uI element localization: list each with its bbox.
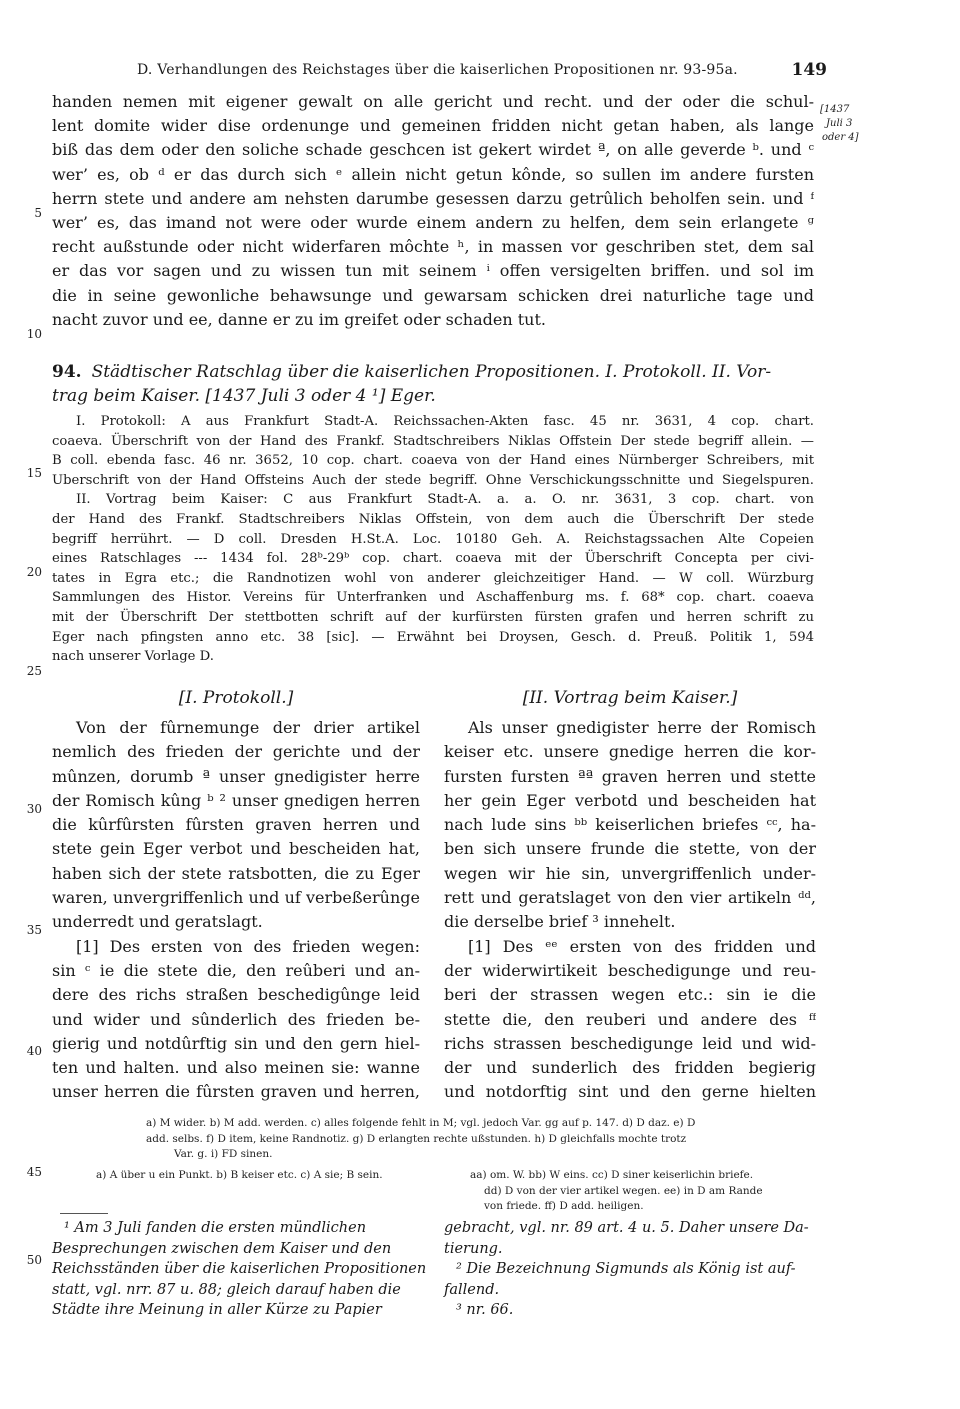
left-column-heading: [I. Protokoll.] <box>178 688 294 708</box>
column-line: der Romisch kûng ᵇ ² unser gnedigen herren <box>52 790 420 810</box>
source-apparatus <box>52 412 814 667</box>
footnote-line: Städte ihre Meinung in aller Kürze zu Papier <box>52 1302 382 1318</box>
variants-top <box>146 1116 816 1163</box>
footnote-line: tierung. <box>444 1240 503 1257</box>
footnotes-right <box>444 1218 816 1321</box>
text-line: biß das dem oder den soliche schade geschcen ist gekert wirdet ª, on alle geverde ᵇ. und ᶜ <box>52 140 814 160</box>
column-line: sin ᶜ ie die stete die, den reûberi und an- <box>52 960 420 980</box>
margin-note-line: Juli 3 <box>826 118 853 129</box>
apparatus-line: mit der Überschrift Der stettbotten schrift auf der kurfürsten fürsten grafen und herren schrift zu <box>52 609 814 625</box>
column-line: underredt und geratslagt. <box>52 912 263 932</box>
column-line: ten und halten. und also meinen sie: wanne <box>52 1058 420 1078</box>
column-line: und wider und sûnderlich des frieden be- <box>52 1009 420 1029</box>
column-line: richs strassen beschedigunge leid und wid- <box>444 1033 816 1053</box>
column-line: die kûrfûrsten fûrsten graven herren und <box>52 815 420 835</box>
apparatus-line: B coll. ebenda fasc. 46 nr. 3652, 10 cop. chart. coaeva von der Hand eines Nürnberger Schreibers, mit <box>52 453 814 469</box>
apparatus-line: der Hand des Frankf. Stadtschreibers Niklas Offstein, von dem auch die Überschrift Der stede <box>52 511 814 527</box>
column-line: ben sich unsere frunde die stette, von der <box>444 839 816 859</box>
variant-line: add. selbs. f) D item, keine Randnotiz. g) D erlangten rechte ußstunden. h) D gleichfalls mochte trotz <box>146 1132 687 1145</box>
variant-line: dd) D von der vier artikel wegen. ee) in D am Rande <box>484 1184 763 1197</box>
column-line: [1] Des ersten von des frieden wegen: <box>76 936 420 956</box>
variant-line: Var. g. i) FD sinen. <box>174 1148 273 1160</box>
apparatus-line: Sammlungen des Histor. Vereins für Unterfranken und Aschaffenburg ms. f. 68* cop. chart. coaeva <box>52 590 814 606</box>
column-line: waren, unvergriffenlich und uf verbeßerûnge <box>52 888 420 908</box>
line-number: 20 <box>26 565 42 579</box>
variant-line: a) A über u ein Punkt. b) B keiser etc. c) A sie; B sein. <box>96 1169 383 1181</box>
text-line: wer’ es, das imand not were oder wurde einem andern zu helfen, dem sein erlangete ᵍ <box>52 212 814 232</box>
column-line: beri der strassen wegen etc.: sin ie die <box>444 985 816 1005</box>
text-line: er das vor sagen und zu wissen tun mit seinem ⁱ offen versigelten briffen. und sol im <box>52 261 814 281</box>
column-line: nemlich des frieden der gerichte und der <box>52 742 420 762</box>
column-line: der und sunderlich des fridden begierig <box>444 1058 816 1078</box>
variant-line: a) M wider. b) M add. werden. c) alles folgende fehlt in M; vgl. jedoch Var. gg auf p. 147. d) D daz. e) D <box>146 1117 696 1129</box>
apparatus-line: I. Protokoll: A aus Frankfurt Stadt-A. Reichssachen-Akten fasc. 45 nr. 3631, 4 cop. chart. <box>76 414 814 429</box>
apparatus-line: nach unserer Vorlage D. <box>52 649 214 665</box>
footnote-line: statt, vgl. nrr. 87 u. 88; gleich darauf haben die <box>52 1281 401 1298</box>
line-number: 40 <box>26 1044 42 1058</box>
variant-line: von friede. ff) D add. heiligen. <box>484 1200 644 1212</box>
footnote-line: fallend. <box>444 1281 500 1298</box>
running-header <box>137 62 827 82</box>
line-number: 35 <box>26 923 42 937</box>
column-line: stete gein Eger verbot und bescheiden hat, <box>52 839 420 859</box>
column-line: [1] Des ᵉᵉ ersten von des fridden und <box>468 936 816 956</box>
footnote-line: ³ nr. 66. <box>456 1302 514 1318</box>
line-number: 30 <box>26 802 42 816</box>
apparatus-line: eines Ratschlages --- 1434 fol. 28ᵇ-29ᵇ cop. chart. coaeva mit der Überschrift Concepta per civi- <box>52 551 814 567</box>
column-line: die derselbe brief ³ innehelt. <box>444 912 676 932</box>
document-number: 94. <box>52 362 82 382</box>
document-title-line: trag beim Kaiser. [1437 Juli 3 oder 4 ¹] Eger. <box>52 386 436 406</box>
column-line: Von der fûrnemunge der drier artikel <box>76 718 420 737</box>
column-line: stette die, den reuberi und andere des ᶠᶠ <box>444 1009 816 1029</box>
variant-line: aa) om. W. bb) W eins. cc) D siner keiserlichin briefe. <box>470 1169 754 1181</box>
text-line: die in seine gewonliche behawsunge und gewarsam schicken drei naturliche tage und <box>52 285 814 305</box>
column-line: wegen wir hie sin, unvergriffenlich under- <box>444 863 816 883</box>
text-line: wer’ es, ob ᵈ er das durch sich ᵉ allein nicht getun kônde, so sullen im andere fursten <box>52 164 814 184</box>
footnote-line: ¹ Am 3 Juli fanden die ersten mündlichen <box>64 1220 367 1236</box>
continuation-text <box>52 90 814 332</box>
text-line: recht außstunde oder nicht widerfaren môchte ʰ, in massen vor geschriben stet, dem sal <box>52 237 814 257</box>
line-number: 10 <box>26 327 42 341</box>
document-heading <box>52 360 814 408</box>
column-line: gierig und notdûrftig sin und den gern hiel- <box>52 1033 420 1053</box>
apparatus-line: begriff herrührt. — D coll. Dresden H.St.A. Loc. 10180 Geh. A. Reichstagssachen Alte Copeien <box>52 531 814 547</box>
apparatus-line: Eger nach pfingsten anno etc. 38 [sic]. — Erwähnt bei Droysen, Gesch. d. Preuß. Politik 1, 594 <box>52 629 814 645</box>
column-line: nach lude sins ᵇᵇ keiserlichen briefes ᶜᶜ, ha- <box>444 815 816 835</box>
apparatus-line: coaeva. Überschrift von der Hand des Frankf. Stadtschreibers Niklas Offstein Der stede begriff allein. — <box>52 433 814 449</box>
line-number: 15 <box>26 466 42 480</box>
column-line: rett und geratslaget von den vier artikeln ᵈᵈ, <box>444 888 816 908</box>
line-number: 5 <box>34 206 42 220</box>
footnote-line: Besprechungen zwischen dem Kaiser und den <box>52 1240 392 1257</box>
column-line: und notdorftig sint und den gerne hielten <box>444 1082 816 1102</box>
footnotes-left <box>52 1218 427 1321</box>
column-line: dere des richs straßen beschedigûnge leid <box>52 985 420 1005</box>
column-line: Als unser gnedigister herre der Romisch <box>468 718 816 737</box>
header-title: D. Verhandlungen des Reichstages über die kaiserlichen Propositionen nr. 93-95a. <box>137 62 738 78</box>
margin-date-note <box>820 103 880 145</box>
text-line: nacht zuvor und ee, danne er zu im greifet oder schaden tut. <box>52 309 546 329</box>
apparatus-line: tates in Egra etc.; die Randnotizen wohl von anderer gleichzeitiger Hand. — W coll. Würzburg <box>52 570 814 586</box>
text-line: herrn stete und andere am nehsten darumbe gesessen darzu getrûlich beholfen sein. und ᶠ <box>52 188 814 208</box>
text-line: handen nemen mit eigener gewalt on alle gericht und recht. und der oder die schul- <box>52 92 814 111</box>
column-line: der widerwirtikeit beschedigunge und reu- <box>444 960 816 980</box>
footnote-separator <box>60 1213 108 1214</box>
line-number: 50 <box>26 1253 42 1267</box>
footnote-line: ² Die Bezeichnung Sigmunds als König ist auf- <box>456 1261 796 1277</box>
column-line: mûnzen, dorumb ª unser gnedigister herre <box>52 766 420 786</box>
line-number: 45 <box>26 1165 42 1179</box>
footnote-line: Reichsständen über die kaiserlichen Propositionen <box>52 1261 427 1277</box>
document-title-line: Städtischer Ratschlag über die kaiserlichen Propositionen. I. Protokoll. II. Vor- <box>91 362 772 382</box>
variants-left <box>96 1168 426 1184</box>
column-line: fursten fursten ªª graven herren und stette <box>444 766 816 786</box>
variants-right <box>470 1168 816 1215</box>
margin-note-line: oder 4] <box>822 132 859 143</box>
margin-note-line: [1437 <box>820 104 850 115</box>
column-line: keiser etc. unsere gnedige herren die kor- <box>444 742 816 762</box>
column-line: her gein Eger verbotd und bescheiden hat <box>444 790 816 810</box>
apparatus-line: Uberschrift von der Hand Offsteins Auch der stede begriff. Ohne Verschickungsschnitte und Siegelspuren. <box>52 472 814 488</box>
left-column-protokoll <box>52 716 420 1105</box>
column-line: unser herren die fûrsten graven und herren, <box>52 1082 420 1102</box>
right-column-vortrag <box>444 716 816 1105</box>
column-line: haben sich der stete ratsbotten, die zu Eger <box>52 863 420 883</box>
footnote-line: gebracht, vgl. nr. 89 art. 4 u. 5. Daher unsere Da- <box>444 1220 809 1236</box>
page-number: 149 <box>791 60 827 80</box>
apparatus-line: II. Vortrag beim Kaiser: C aus Frankfurt Stadt-A. a. a. O. nr. 3631, 3 cop. chart. von <box>76 492 814 508</box>
right-column-heading: [II. Vortrag beim Kaiser.] <box>522 688 738 708</box>
text-line: lent domite wider dise ordenunge und gemeinen fridden nicht getan haben, als lange <box>52 116 814 136</box>
line-number: 25 <box>26 664 42 678</box>
